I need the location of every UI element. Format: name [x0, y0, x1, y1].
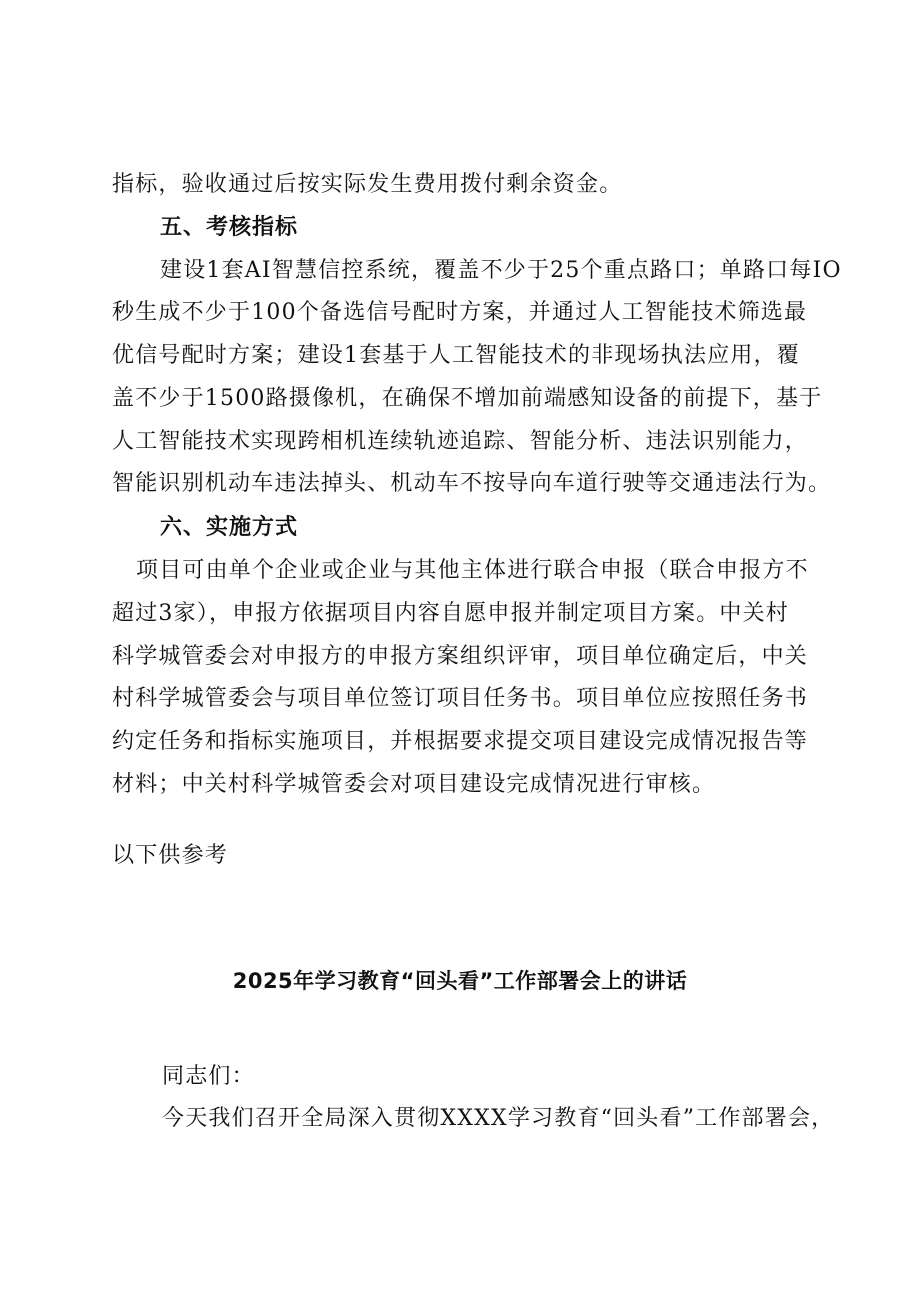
- speech-first-line: 今天我们召开全局深入贯彻XXXX学习教育“回头看”工作部署会，: [162, 1106, 835, 1131]
- section6-line-4: 村科学城管委会与项目单位签订项目任务书。项目单位应按照任务书: [112, 686, 809, 711]
- reference-note: 以下供参考: [112, 843, 229, 868]
- section-heading-assessment: 五、考核指标: [160, 215, 299, 240]
- speech-salutation: 同志们：: [162, 1064, 255, 1089]
- section6-line-2: 超过3家），申报方依据项目内容自愿申报并制定项目方案。中关村: [112, 601, 789, 626]
- section6-line-3: 科学城管委会对申报方的申报方案组织评审，项目单位确定后，中关: [112, 644, 809, 669]
- section5-line-3: 优信号配时方案；建设1套基于人工智能技术的非现场执法应用，覆: [112, 343, 800, 368]
- section6-line-6: 材料；中关村科学城管委会对项目建设完成情况进行审核。: [112, 772, 716, 797]
- section6-line-5: 约定任务和指标实施项目，并根据要求提交项目建设完成情况报告等: [112, 729, 809, 754]
- section5-line-6: 智能识别机动车违法掉头、机动车不按导向车道行驶等交通违法行为。: [112, 471, 832, 496]
- section5-line-4: 盖不少于1500路摄像机，在确保不增加前端感知设备的前提下，基于: [112, 386, 823, 411]
- section5-line-2: 秒生成不少于100个备选信号配时方案，并通过人工智能技术筛选最: [112, 300, 808, 325]
- section-heading-implementation: 六、实施方式: [160, 515, 299, 540]
- paragraph-tail-line: 指标，验收通过后按实际发生费用拨付剩余资金。: [112, 172, 623, 197]
- speech-title: 2025年学习教育“回头看”工作部署会上的讲话: [232, 969, 688, 993]
- section5-line-5: 人工智能技术实现跨相机连续轨迹追踪、智能分析、违法识别能力，: [112, 429, 809, 454]
- section6-line-1: 项目可由单个企业或企业与其他主体进行联合申报（联合申报方不: [136, 558, 809, 583]
- section5-line-1: 建设1套AI智慧信控系统，覆盖不少于25个重点路口；单路口每IO: [160, 258, 842, 283]
